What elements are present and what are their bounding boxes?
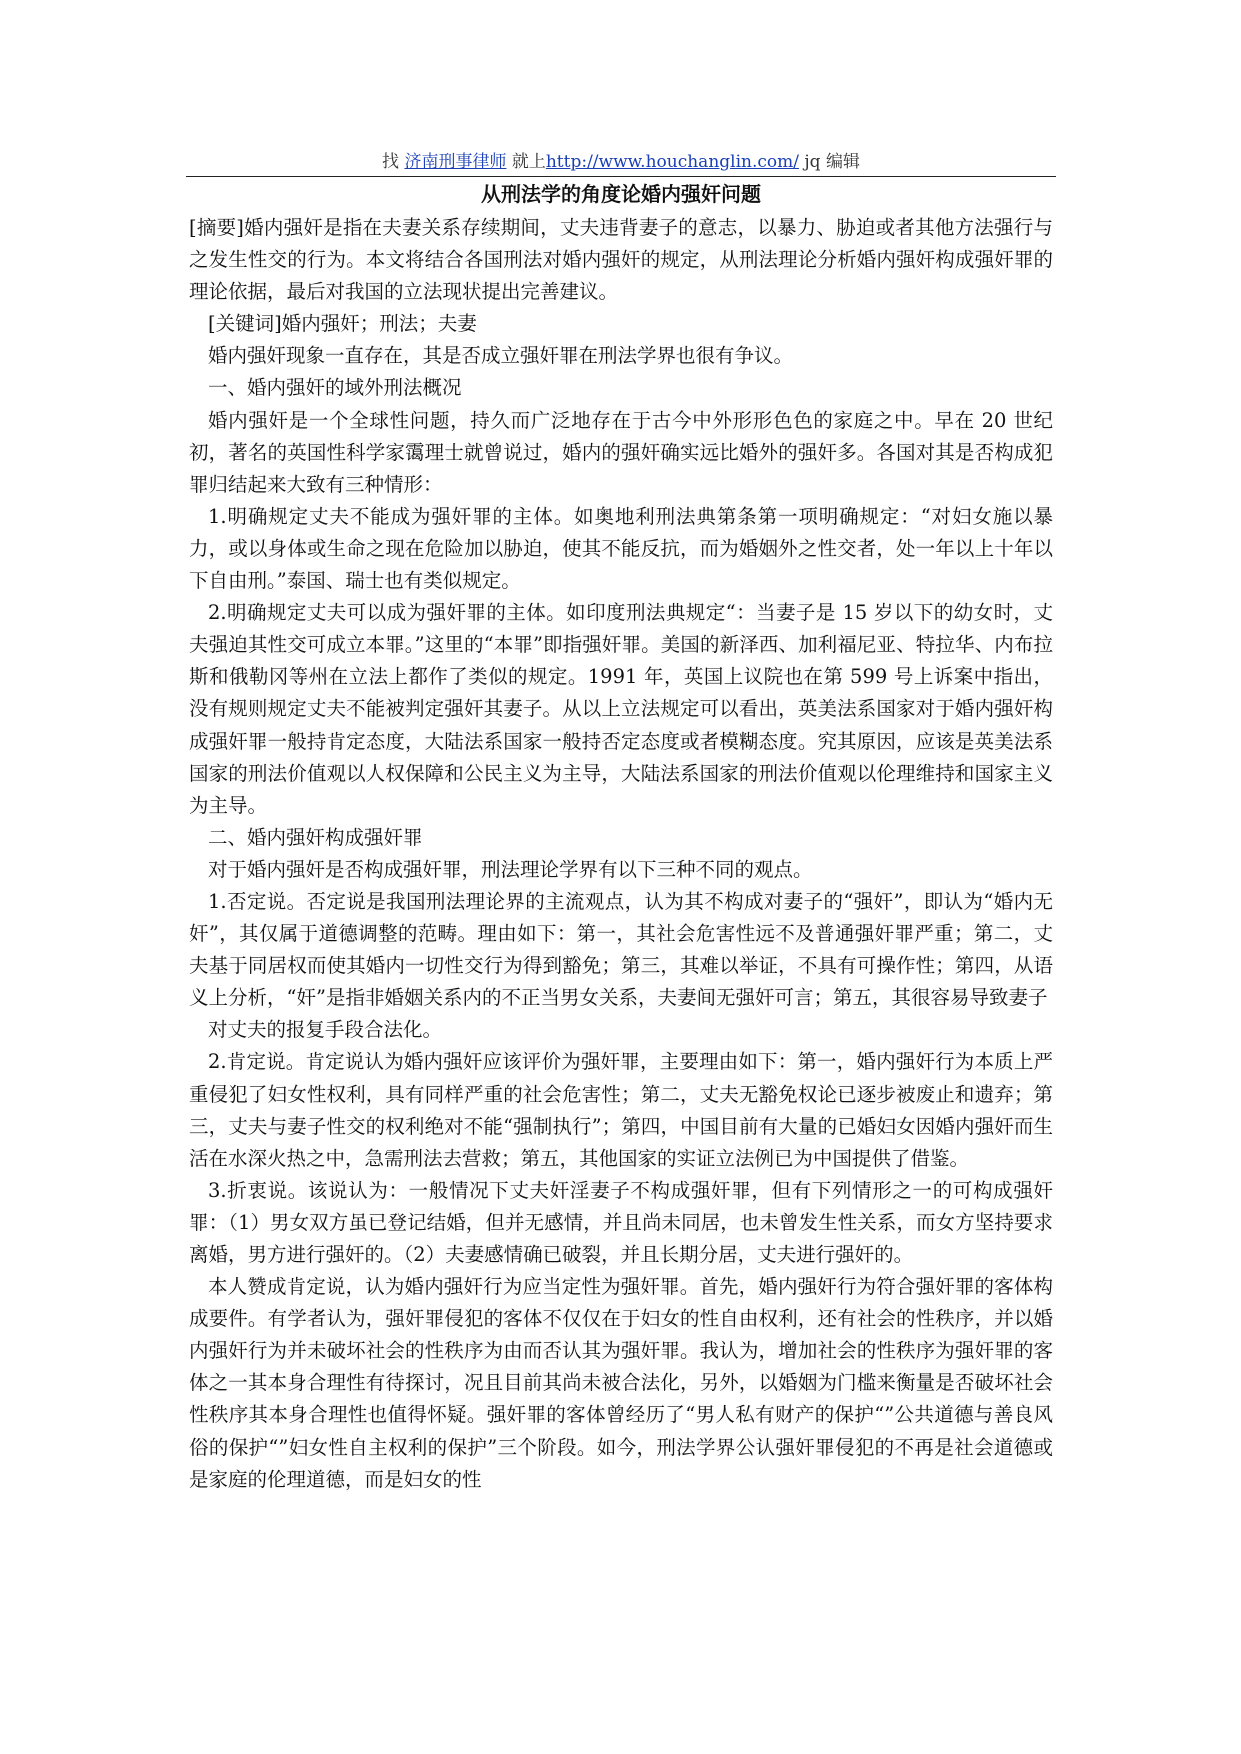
document-body	[189, 212, 1053, 1496]
body-paragraph: 本人赞成肯定说，认为婚内强奸行为应当定性为强奸罪。首先，婚内强奸行为符合强奸罪的客体构成要件。有学者认为，强奸罪侵犯的客体不仅仅在于妇女的性自由权利，还有社会的性秩序，并以婚内强奸行为并未破坏社会的性秩序为由而否认其为强奸罪。我认为，增加社会的性秩序为强奸罪的客体之一其本身合理性有待探讨，况且目前其尚未被合法化，另外，以婚姻为门槛来衡量是否破坏社会性秩序其本身合理性也值得怀疑。强奸罪的客体曾经历了“男人私有财产的保护“”公共道德与善良风俗的保护“”妇女性自主权利的保护”三个阶段。如今，刑法学界公认强奸罪侵犯的不再是社会道德或是家庭的伦理道德，而是妇女的性	[189, 1275, 1053, 1491]
keywords-paragraph: [关键词]婚内强奸；刑法；夫妻	[208, 312, 477, 336]
body-paragraph: 1.明确规定丈夫不能成为强奸罪的主体。如奥地利刑法典第条第一项明确规定：“对妇女施以暴力，或以身体或生命之现在危险加以胁迫，使其不能反抗，而为婚姻外之性交者，处一年以上十年以下自由刑。”泰国、瑞士也有类似规定。	[189, 504, 1053, 593]
document-title: 从刑法学的角度论婚内强奸问题	[481, 182, 761, 206]
website-link[interactable]: http://www.houchanglin.com/	[545, 152, 799, 172]
body-paragraph: 婚内强奸现象一直存在，其是否成立强奸罪在刑法学界也很有争议。	[208, 344, 794, 368]
body-paragraph: 对于婚内强奸是否构成强奸罪，刑法理论学界有以下三种不同的观点。	[208, 857, 813, 881]
section-heading: 二、婚内强奸构成强奸罪	[208, 825, 423, 849]
body-paragraph: 婚内强奸是一个全球性问题，持久而广泛地存在于古今中外形形色色的家庭之中。早在 20 世纪初，著名的英国性科学家霭理士就曾说过，婚内的强奸确实远比婚外的强奸多。各国对其是否构成犯罪归结起来大致有三种情形：	[189, 408, 1053, 496]
section-heading: 一、婚内强奸的域外刑法概况	[208, 376, 462, 400]
header-divider	[186, 176, 1056, 177]
header-prefix: 找	[382, 152, 400, 172]
body-paragraph: 1.否定说。否定说是我国刑法理论界的主流观点，认为其不构成对妻子的“强奸”，即认为“婚内无奸”，其仅属于道德调整的范畴。理由如下：第一，其社会危害性远不及普通强奸罪严重；第二，丈夫基于同居权而使其婚内一切性交行为得到豁免；第三，其难以举证，不具有可操作性；第四，从语义上分析，“奸”是指非婚姻关系内的不正当男女关系，夫妻间无强奸可言；第五，其很容易导致妻子	[189, 889, 1053, 1010]
page-header	[186, 150, 1056, 174]
header-middle: 就上	[511, 152, 546, 172]
body-paragraph: 对丈夫的报复手段合法化。	[208, 1018, 443, 1042]
lawyer-link[interactable]: 济南刑事律师	[404, 152, 507, 172]
abstract-paragraph: [摘要]婚内强奸是指在夫妻关系存续期间，丈夫违背妻子的意志，以暴力、胁迫或者其他方法强行与之发生性交的行为。本文将结合各国刑法对婚内强奸的规定，从刑法理论分析婚内强奸构成强奸罪的理论依据，最后对我国的立法现状提出完善建议。	[189, 216, 1053, 304]
body-paragraph: 3.折衷说。该说认为：一般情况下丈夫奸淫妻子不构成强奸罪，但有下列情形之一的可构成强奸罪：（1）男女双方虽已登记结婚，但并无感情，并且尚未同居，也未曾发生性关系，而女方坚持要求离婚，男方进行强奸的。（2）夫妻感情确已破裂，并且长期分居，丈夫进行强奸的。	[189, 1178, 1053, 1266]
body-paragraph: 2.肯定说。肯定说认为婚内强奸应该评价为强奸罪，主要理由如下：第一，婚内强奸行为本质上严重侵犯了妇女性权利，具有同样严重的社会危害性；第二，丈夫无豁免权论已逐步被废止和遗弃；第三，丈夫与妻子性交的权利绝对不能“强制执行”；第四，中国目前有大量的已婚妇女因婚内强奸而生活在水深火热之中，急需刑法去营救；第五，其他国家的实证立法例已为中国提供了借鉴。	[189, 1050, 1053, 1170]
body-paragraph: 2.明确规定丈夫可以成为强奸罪的主体。如印度刑法典规定“：当妻子是 15 岁以下的幼女时，丈夫强迫其性交可成立本罪。”这里的“本罪”即指强奸罪。美国的新泽西、加利福尼亚、特拉华、内布拉斯和俄勒冈等州在立法上都作了类似的规定。1991 年，英国上议院也在第 599 号上诉案中指出，没有规则规定丈夫不能被判定强奸其妻子。从以上立法规定可以看出，英美法系国家对于婚内强奸构成强奸罪一般持肯定态度，大陆法系国家一般持否定态度或者模糊态度。究其原因，应该是英美法系国家的刑法价值观以人权保障和公民主义为主导，大陆法系国家的刑法价值观以伦理维持和国家主义为主导。	[189, 601, 1053, 817]
header-suffix: jq 编辑	[804, 152, 860, 172]
